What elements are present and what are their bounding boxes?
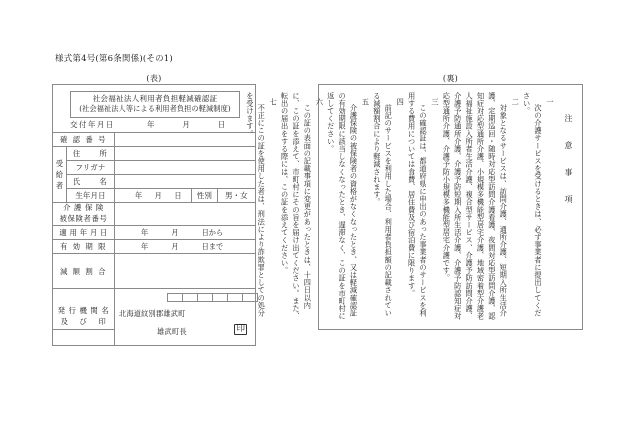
apply-date-year: 年: [141, 227, 149, 237]
insurance-number-value[interactable]: [115, 203, 256, 226]
birth-date-year: 年: [135, 190, 143, 200]
birth-date-label: 生年月日: [67, 189, 115, 203]
table-row: [53, 147, 256, 161]
confirmation-number-label: 確 認 番 号: [53, 133, 115, 147]
apply-date-month: 月: [171, 227, 179, 237]
note-marker-4: 四: [396, 98, 406, 106]
note-text-4: 前記のサービスを利用した場合、利用者負担額の記載されている減額割合により軽減されます。: [372, 92, 394, 317]
front-panel: [52, 84, 256, 336]
note-marker-6: 六: [315, 98, 325, 106]
seal-icon: 印: [236, 324, 245, 334]
table-row: [53, 133, 256, 147]
table-row: [53, 175, 256, 189]
expiry-date-label: 有 効 期 限: [53, 240, 115, 254]
insurance-number-label-line2: 被保険者番号: [59, 214, 108, 223]
issuer-label: [53, 289, 115, 346]
issue-date-row: [70, 119, 256, 130]
name-label: 氏 名: [67, 175, 115, 189]
table-row: [53, 254, 256, 289]
reduction-rate-value[interactable]: [115, 254, 256, 289]
expiry-date-month: 月: [171, 241, 179, 251]
note-marker-7: 七: [269, 98, 279, 106]
issuer-label-line1: 発 行 機 関 名: [57, 306, 110, 316]
certificate-title: 社会福祉法人利用者負担軽減確認証: [92, 94, 218, 103]
address-value[interactable]: [115, 147, 256, 161]
apply-date-day: 日から: [201, 227, 224, 237]
issuer-code-box[interactable]: [167, 293, 183, 302]
certificate-title-box: [70, 91, 240, 118]
table-row: [53, 240, 256, 254]
notes-heading: 注 意 事 項: [564, 114, 573, 208]
note-marker-2: 二: [511, 98, 521, 106]
insurance-number-label-line1: 介 護 保 険: [63, 203, 104, 213]
birth-date-day: 日: [174, 190, 182, 200]
insurance-number-label: [53, 203, 115, 226]
note-text-3: この確認証は、都道府県に申出のあった事業者のサービスを利用する費用については食費、居住費及び宿泊費に限ります。: [407, 92, 428, 317]
note-marker-5: 五: [361, 98, 371, 106]
note-text-6: この証の表面の記載事項に変更があったときは、十四日以内に、この証を添えて、市町村にその旨を届け出てください。また、転出の届出をする際には、この証を添えてください。: [280, 92, 313, 320]
note-text-7: 不正にこの証を使用した者は、刑法により詐欺罪としての処分を受けます。: [245, 92, 267, 317]
note-text-2: 対象となるサービスは、訪問介護、通所介護、短期入所生活介護、定期巡回・随時対応型訪問介護看護、夜間対応型訪問介護、認知症対応型通所介護、小規模多機能型居宅介護、地域密着型介護老人福祉施設入所者生活介護、複合型サービス、介護予防訪問介護、介護予防通所介護、介護予防短期入所生活介護、介護予防認知症対応型通所介護、介護予防小規模多機能型居宅介護です。: [442, 92, 509, 320]
issuer-name: 雄武町長: [157, 327, 187, 336]
certificate-subtitle: (社会福祉法人等による利用者負担の軽減制度): [79, 104, 231, 114]
issuer-code-box[interactable]: [182, 293, 198, 302]
certificate-table: [52, 132, 256, 346]
gender-value[interactable]: 男・女: [217, 189, 255, 203]
reduction-rate-label: 減 額 割 合: [53, 254, 115, 289]
table-row: [53, 226, 256, 240]
note-marker-3: 三: [431, 98, 440, 106]
name-value[interactable]: [115, 175, 256, 189]
furigana-value[interactable]: [115, 161, 256, 175]
notes-container: [245, 92, 576, 322]
birth-date-month: 月: [154, 190, 162, 200]
issuer-code-box[interactable]: [212, 293, 228, 302]
issuer-code-boxes[interactable]: [167, 293, 257, 302]
back-panel: [245, 84, 583, 330]
table-row: [53, 161, 256, 175]
apply-date-value[interactable]: [115, 226, 256, 240]
form-number: 様式第4号(第6条関係)(その1): [55, 54, 173, 64]
birth-date-value[interactable]: [115, 189, 192, 203]
furigana-label: フリガナ: [67, 161, 115, 175]
issuer-value[interactable]: [115, 289, 256, 346]
expiry-date-day: 日まで: [201, 241, 224, 251]
note-text-1: 次の介護サービスを受けるときは、必ず事業者に提出してください。: [522, 92, 543, 317]
table-row: [53, 203, 256, 226]
issue-date-label: 交付年月日: [70, 120, 115, 129]
back-panel-caption: (裏): [442, 74, 459, 83]
issue-date-month: 月: [182, 120, 190, 129]
expiry-date-value[interactable]: [115, 240, 256, 254]
apply-date-label: 適 用 年 月 日: [53, 226, 115, 240]
address-label: 住 所: [67, 147, 115, 161]
expiry-date-year: 年: [141, 241, 149, 251]
issuer-code-box[interactable]: [197, 293, 213, 302]
confirmation-number-value[interactable]: [115, 133, 256, 147]
note-marker-1: 一: [546, 98, 555, 106]
issue-date-year: 年: [146, 120, 155, 129]
issuer-label-line2: 及 び 印: [60, 317, 107, 326]
issue-date-day: 日: [217, 120, 226, 129]
table-row: [53, 189, 256, 203]
note-text-5: 介護保険の被保険者の資格がなくなったとき、又は軽減確認証の有効期限に該当しなくなったとき、遅滞なく、この証を市町村に返してください。: [326, 92, 359, 320]
table-row: [53, 289, 256, 346]
front-panel-caption: (表): [146, 74, 162, 83]
issuer-address: 北海道紋別郡雄武町: [119, 309, 186, 318]
issuer-code-box[interactable]: [227, 293, 243, 302]
gender-label: 性別: [191, 189, 217, 203]
recipient-group-label: 受 給 者: [53, 147, 67, 203]
